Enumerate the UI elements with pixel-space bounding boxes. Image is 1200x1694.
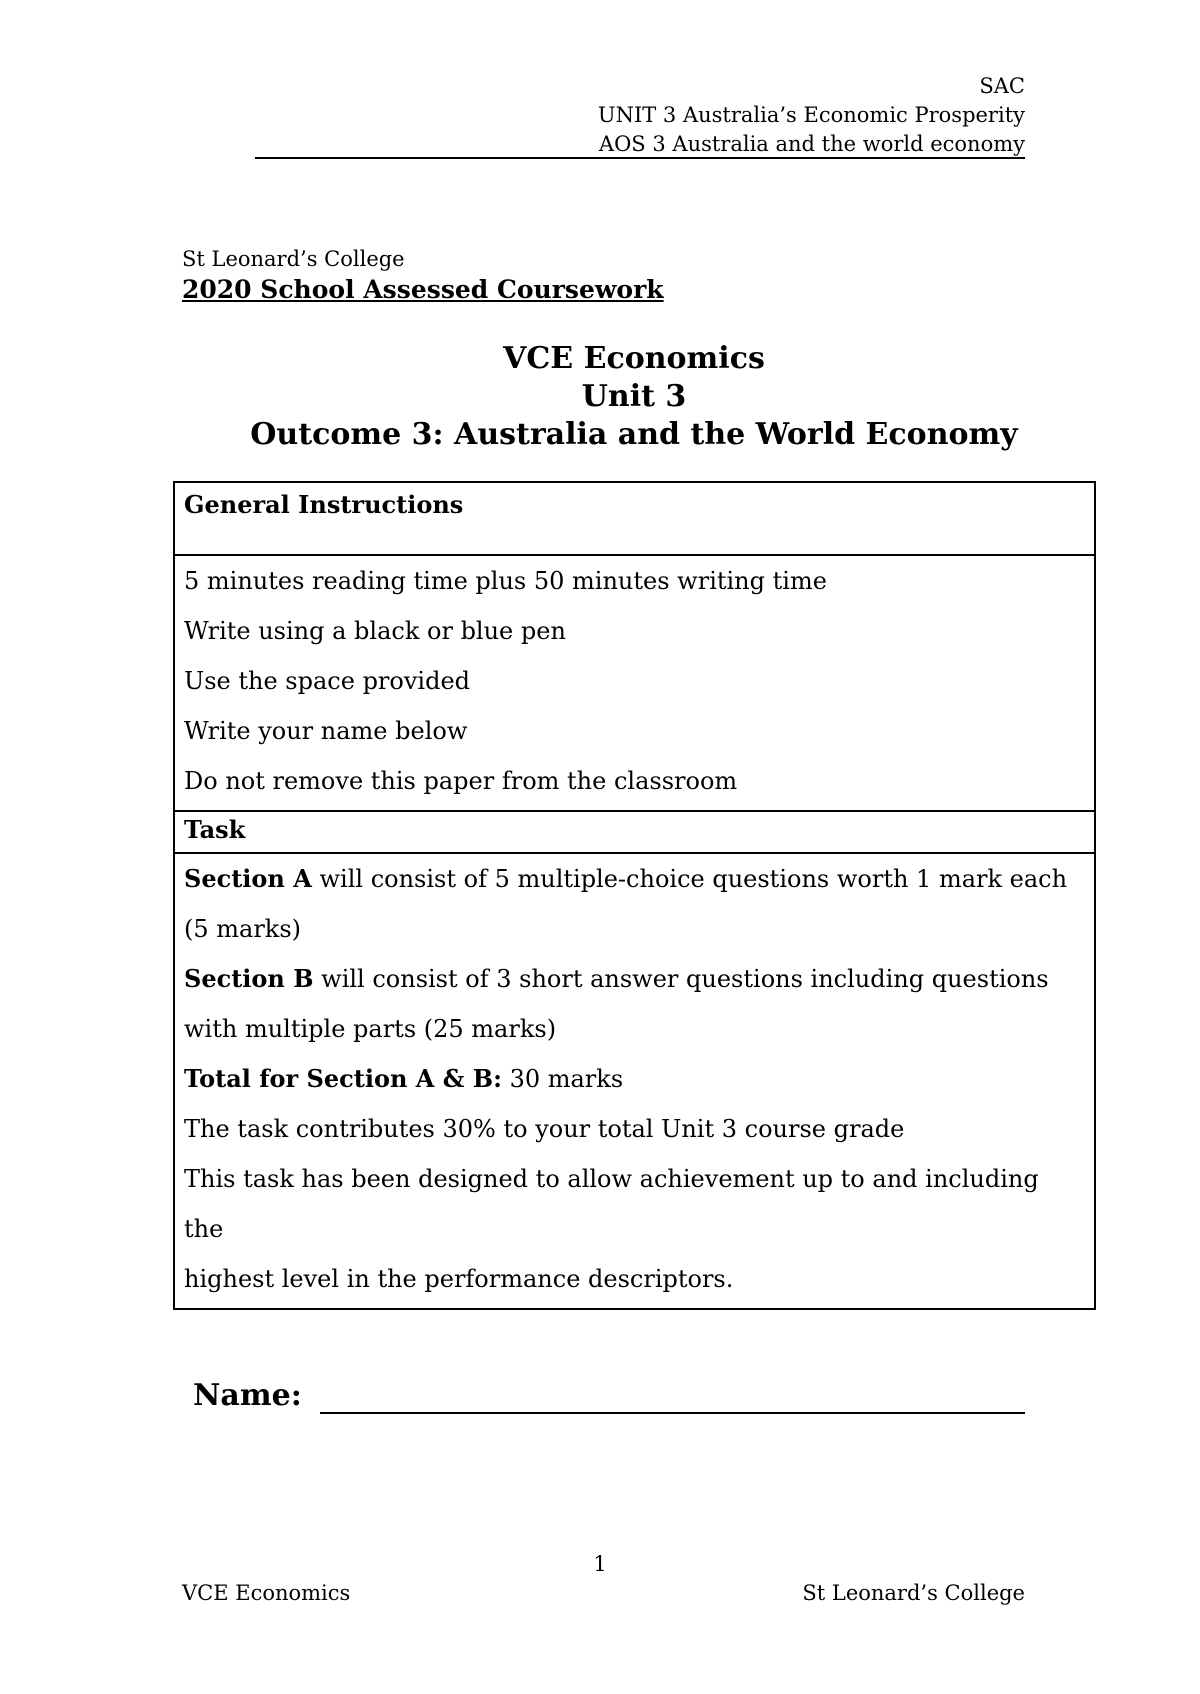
page-number: 1 [593, 1552, 607, 1576]
total-label: Total for Section A & B: [184, 1064, 502, 1093]
coursework-title: 2020 School Assessed Coursework [182, 275, 664, 304]
outcome-title: Outcome 3: Australia and the World Economy [250, 417, 1018, 452]
footer-left: VCE Economics [182, 1581, 351, 1605]
instructions-table [173, 481, 1096, 1310]
design-line-2: highest level in the performance descriptors. [184, 1265, 734, 1293]
instruction-item: Use the space provided [184, 667, 471, 695]
task-details-row [174, 853, 1095, 1309]
document-titles [173, 340, 1095, 454]
section-a-marks: (5 marks) [184, 915, 302, 943]
section-b-label: Section B [184, 964, 314, 993]
instruction-item: Write using a black or blue pen [184, 617, 566, 645]
name-write-line[interactable] [320, 1412, 1025, 1414]
page-header [255, 72, 1025, 159]
subject-title: VCE Economics [503, 341, 765, 376]
general-instructions-heading: General Instructions [174, 482, 1095, 555]
header-divider [255, 157, 1025, 159]
design-line-1: This task has been designed to allow achievement up to and including the [184, 1165, 1039, 1243]
task-heading: Task [174, 811, 1095, 853]
school-name: St Leonard’s College [182, 247, 405, 271]
section-a-line [184, 854, 1085, 904]
contribution-line: The task contributes 30% to your total Unit 3 course grade [184, 1115, 905, 1143]
section-b-line [184, 954, 1085, 1004]
header-sac: SAC [979, 74, 1025, 98]
task-header-row [174, 811, 1095, 853]
unit-title: Unit 3 [581, 379, 687, 414]
general-instructions-list [174, 555, 1095, 811]
instruction-item: Do not remove this paper from the classroom [184, 767, 738, 795]
task-details [174, 853, 1095, 1309]
section-a-text: will consist of 5 multiple-choice questions worth 1 mark each [311, 865, 1068, 893]
instruction-item: 5 minutes reading time plus 50 minutes writing time [184, 567, 827, 595]
name-label: Name: [193, 1378, 302, 1413]
footer-right: St Leonard’s College [802, 1581, 1025, 1605]
instruction-item: Write your name below [184, 717, 468, 745]
header-aos: AOS 3 Australia and the world economy [598, 132, 1025, 156]
header-unit: UNIT 3 Australia’s Economic Prosperity [597, 103, 1025, 127]
general-instructions-header-row [174, 482, 1095, 555]
section-b-text: will consist of 3 short answer questions including questions [313, 965, 1049, 993]
section-b-continuation: with multiple parts (25 marks) [184, 1015, 557, 1043]
section-a-label: Section A [184, 864, 312, 893]
general-instructions-row [174, 555, 1095, 811]
total-line [184, 1054, 1085, 1104]
total-text: 30 marks [501, 1065, 624, 1093]
